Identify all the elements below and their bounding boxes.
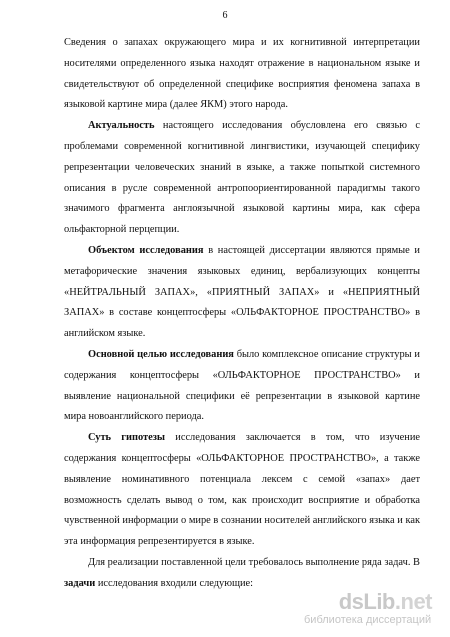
paragraph-lead: Актуальность <box>88 120 155 132</box>
watermark-logo-lib: Lib <box>363 589 395 614</box>
paragraph-text: Сведения о запахах окружающего мира и их когнитивной интерпретации носителями определенного языка находят отражение в национальном языке и свидетельствуют об определенной специфике восприятия феномена запаха в языковой картине мира (далее ЯКМ) этого народа. <box>64 37 420 111</box>
paragraph-hypothesis <box>64 428 420 553</box>
paragraph-intro <box>64 33 420 116</box>
watermark-logo <box>304 590 432 614</box>
watermark <box>304 590 432 627</box>
paragraph-relevance <box>64 116 420 241</box>
document-body <box>64 33 420 595</box>
paragraph-text: в настоящей диссертации являются прямые и метафорические значения языковых единиц, вербализующих концепты «НЕЙТРАЛЬНЫЙ ЗАПАХ», «ПРИЯТНЫЙ ЗАПАХ» и «НЕПРИЯТНЫЙ ЗАПАХ» в составе концептосферы «ОЛЬФАКТОРНОЕ ПРОСТРАНСТВО» в английском языке. <box>64 244 420 340</box>
paragraph-goal <box>64 345 420 428</box>
paragraph-text: настоящего исследования обусловлена его связью с проблемами современной когнитивной лингвистики, изучающей специфику репрезентации человеческих знаний в языке, а также попыткой системного описания в русле современной антропоориентированной парадигмы такого значимого фрагмента англоязычной языковой картины мира, как сфера ольфакторной перцепции. <box>64 120 420 236</box>
watermark-logo-dot: . <box>394 589 401 614</box>
page-number: 6 <box>222 10 228 21</box>
paragraph-lead: Основной целью исследования <box>88 348 234 360</box>
paragraph-lead: Суть гипотезы <box>88 432 166 444</box>
paragraph-lead: Объектом исследования <box>88 244 204 256</box>
watermark-subtitle: библиотека диссертаций <box>304 614 432 626</box>
paragraph-object <box>64 241 420 345</box>
watermark-logo-ds: ds <box>338 589 364 614</box>
watermark-logo-net: net <box>400 589 432 614</box>
paragraph-text: исследования входили следующие: <box>95 577 254 589</box>
paragraph-text: исследования заключается в том, что изучение содержания концептосферы «ОЛЬФАКТОРНОЕ ПРОСТРАНСТВО», а также выявление номинативного потенциала лексем с семой «запах» дает возможность сделать вывод о том, как происходит восприятие и обработка чувственной информации о мире в сознании носителей английского языка и как эта информация репрезентируется в языке. <box>64 432 420 548</box>
paragraph-text-pre: Для реализации поставленной цели требовалось выполнение ряда задач. В <box>88 556 420 568</box>
paragraph-text: было комплексное описание структуры и содержания концептосферы «ОЛЬФАКТОРНОЕ ПРОСТРАНСТВО» и выявление национальной специфики её репрезентации в языковой картине мира новоанглийского периода. <box>64 348 420 423</box>
paragraph-lead: задачи <box>64 577 96 589</box>
